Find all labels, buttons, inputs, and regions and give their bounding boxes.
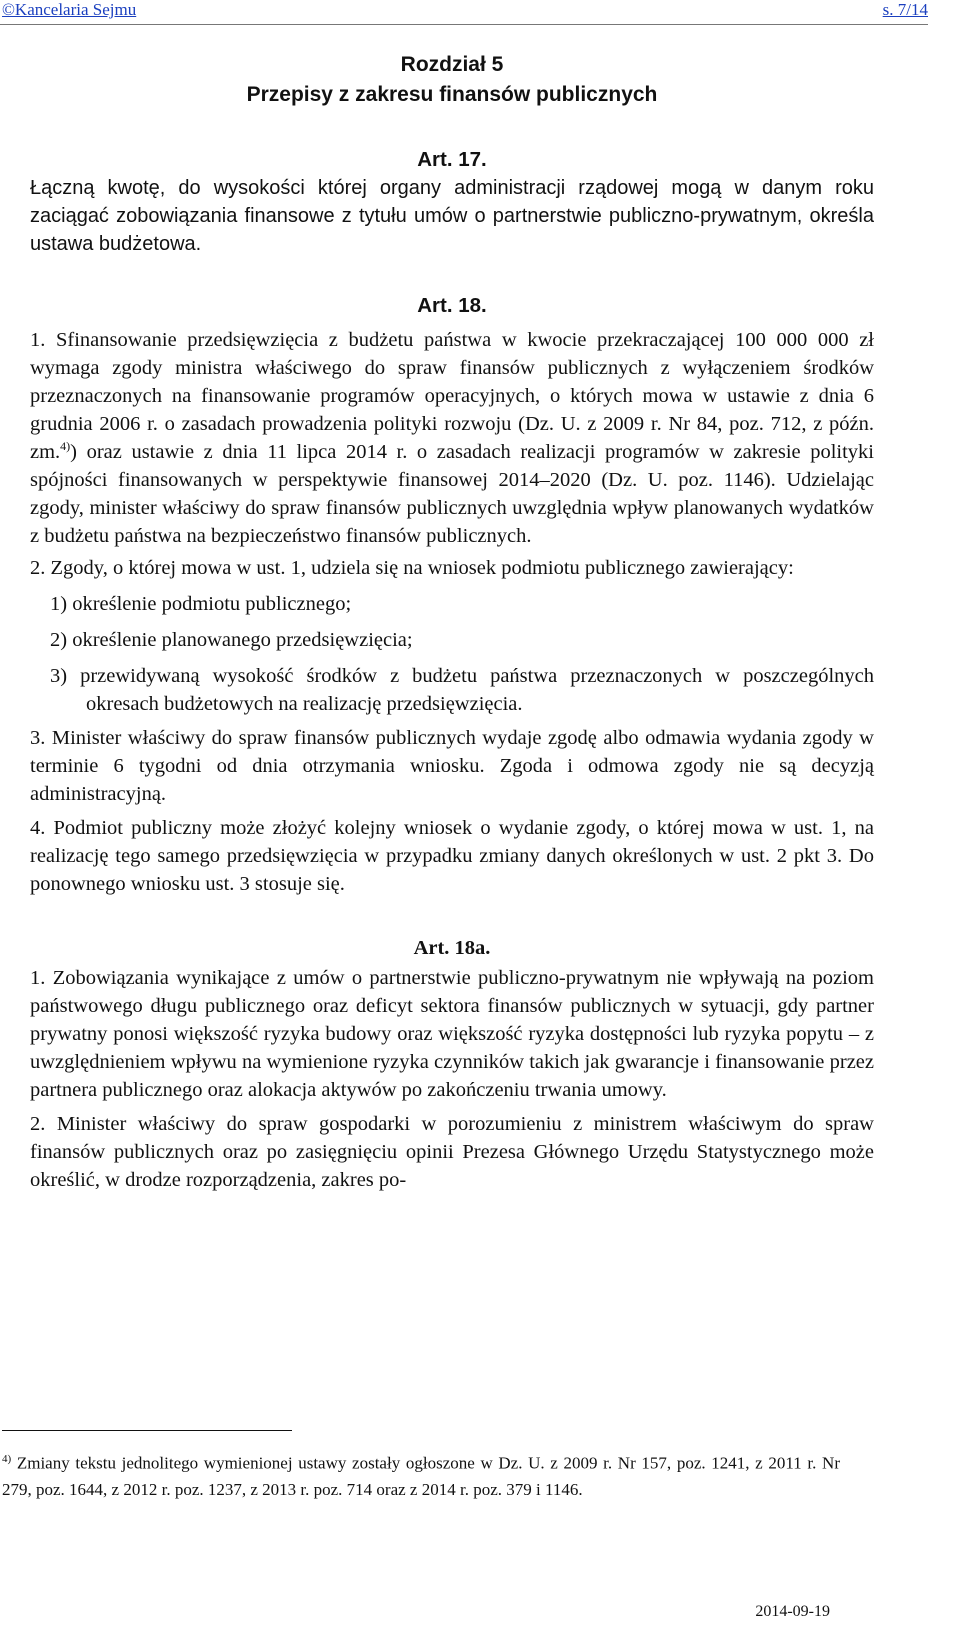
chapter-number: Rozdział 5	[400, 53, 504, 76]
article-18-para-2: 2. Zgody, o której mowa w ust. 1, udziela się na wniosek podmiotu publicznego zawierający:	[30, 557, 794, 579]
article-18-para-1: 1. Sfinansowanie przedsięwzięcia z budżetu państwa w kwocie przekraczającej 100 000 000 zł wymaga zgody ministra właściwego do spraw finansów publicznych z wyłączeniem środków przeznaczonych na finansowanie programów operacyjnych, o których mowa w ustawie z dnia 6 grudnia 2006 r. o zasadach prowadzenia polityki rozwoju (Dz. U. z 2009 r. Nr 84, poz. 712, z późn. zm.$^{4)}$) oraz ustawie z dnia 11 lipca 2014 r. o zasadach realizacji programów w zakresie polityki spójności finansowanych w perspektywie finansowej 2014–2020 (Dz. U. poz. 1146). Udzielając zgody, minister właściwy do spraw finansów publicznych uwzględnia wpływ planowanych wydatków z budżetu państwa na bezpieczeństwo finansów publicznych.	[30, 329, 874, 547]
article-18a-title: Art. 18a.	[413, 937, 491, 959]
footnote-ref[interactable]: 4)	[60, 439, 71, 454]
article-18-item-1: 1) określenie podmiotu publicznego;	[50, 593, 352, 615]
article-18a-para-1: 1. Zobowiązania wynikające z umów o partnerstwie publiczno-prywatnym nie wpływają na poziom państwowego długu publicznego oraz deficyt sektora finansów publicznych w sytuacji, gdy partner prywatny ponosi większość ryzyka budowy oraz większość ryzyka dostępności lub ryzyka popytu – z uwzględnieniem wpływu na wymienione ryzyka czynników takich jak gwarancje i finansowanie przez partnera publicznego oraz alokacja aktywów po zakończeniu trwania umowy.	[30, 967, 874, 1101]
footnote-divider	[2, 1430, 292, 1431]
article-18a-para-2: 2. Minister właściwy do spraw gospodarki w porozumieniu z ministrem właściwym do spraw finansów publicznych oraz po zasięgnięciu opinii Prezesa Głównego Urzędu Statystycznego może określić, w drodze rozporządzenia, zakres po-	[30, 1113, 874, 1191]
chapter-title: Przepisy z zakresu finansów publicznych	[246, 83, 658, 106]
document-body	[30, 50, 874, 1194]
article-18-title: Art. 18.	[417, 294, 487, 317]
page-header	[0, 0, 928, 26]
footnote-mark: 4)	[2, 1453, 12, 1465]
header-divider	[0, 24, 928, 25]
article-17-text: Łączną kwotę, do wysokości której organy administracji rządowej mogą w danym roku zaciągać zobowiązania finansowe z tytułu umów o partnerstwie publiczno-prywatnym, określa ustawa budżetowa.	[30, 177, 874, 255]
footnote	[2, 1446, 840, 1503]
article-18-item-3: 3) przewidywaną wysokość środków z budżetu państwa przeznaczonych w poszczególnych okresach budżetowych na realizację przedsięwzięcia.	[50, 665, 874, 715]
article-18-para-3: 3. Minister właściwy do spraw finansów publicznych wydaje zgodę albo odmawia wydania zgody w terminie 6 tygodni od dnia otrzymania wniosku. Zgoda i odmowa zgody nie są decyzją administracyjną.	[30, 727, 874, 805]
article-18-item-2: 2) określenie planowanego przedsięwzięcia;	[50, 629, 413, 651]
footnote-text: Zmiany tekstu jednolitego wymienionej ustawy zostały ogłoszone w Dz. U. z 2009 r. Nr 157, poz. 1241, z 2011 r. Nr 279, poz. 1644, z 2012 r. poz. 1237, z 2013 r. poz. 714 oraz z 2014 r. poz. 379 i 1146.	[2, 1453, 840, 1499]
footer-date: 2014-09-19	[755, 1603, 830, 1620]
copyright-link[interactable]: ©Kancelaria Sejmu	[2, 0, 137, 19]
article-18-para-4: 4. Podmiot publiczny może złożyć kolejny wniosek o wydanie zgody, o której mowa w ust. 1, na realizację tego samego przedsięwzięcia w przypadku zmiany danych określonych w ust. 2 pkt 3. Do ponownego wniosku ust. 3 stosuje się.	[30, 817, 874, 895]
article-17-title: Art. 17.	[417, 148, 487, 171]
page-number-link[interactable]: s. 7/14	[882, 0, 928, 19]
